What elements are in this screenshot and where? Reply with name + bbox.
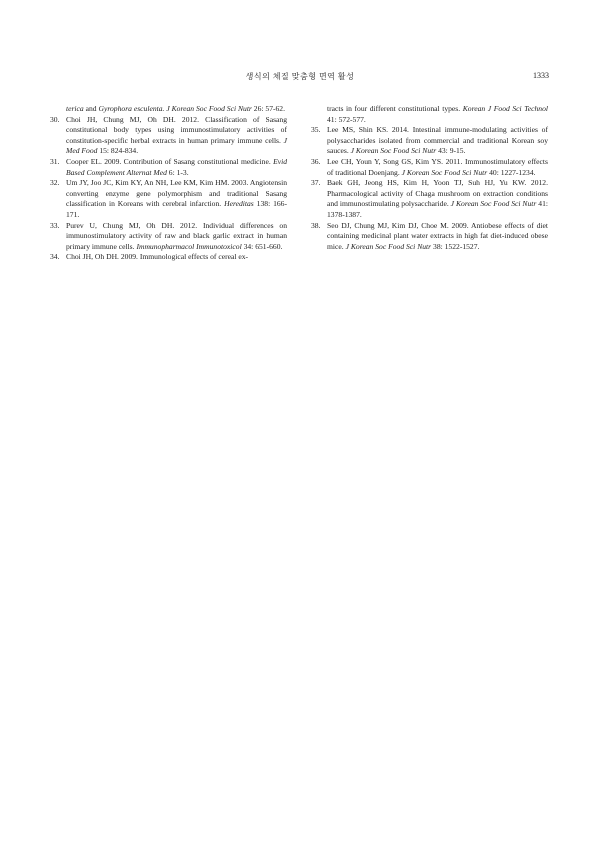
reference-item [50,252,287,263]
reference-text: Baek GH, Jeong HS, Kim H, Yoon TJ, Suh HJ, Yu KW. 2012. Pharmacological activity of Chaga mushroom on extraction conditions and immunostimulating polysaccharide. [327,178,548,209]
reference-text: Cooper EL. 2009. Contribution of Sasang constitutional medicine. [66,156,274,166]
reference-continuation [311,104,548,125]
reference-continuation [50,104,287,115]
reference-item [311,178,548,220]
reference-number: 32. [50,178,60,188]
reference-journal: Gyrophora esculenta. J Korean Soc Food Sci Nutr [98,104,252,113]
reference-item [311,125,548,157]
reference-volume-pages: 6: 1-3. [166,167,189,177]
reference-text: Lee CH, Youn Y, Song GS, Kim YS. 2011. Immunostimulatory effects of traditional Doenjang. [327,156,548,177]
reference-journal: J Korean Soc Food Sci Nutr [345,241,432,251]
reference-volume-pages: 43: 9-15. [436,146,466,156]
reference-journal: terica [66,104,84,113]
reference-volume-pages: 38: 1522-1527. [431,241,480,251]
reference-number: 31. [50,156,60,166]
reference-number: 35. [311,125,321,135]
reference-text: Um JY, Joo JC, Kim KY, An NH, Lee KM, Kim HM. 2003. Angiotensin converting enzyme gene polymorphism and traditional Sasang classification in Koreans with cerebral infarction. [66,178,287,209]
reference-number: 37. [311,178,321,188]
reference-text: tracts in four different constitutional types. [327,104,463,113]
reference-number: 38. [311,220,321,230]
reference-journal: J Korean Soc Food Sci Nutr [450,199,537,209]
reference-number: 34. [50,252,60,262]
reference-volume-pages: 40: 1227-1234. [487,167,536,177]
reference-text: and [83,104,99,113]
reference-item [311,221,548,253]
running-title: 생식의 체질 맞춤형 면역 활성 [245,72,355,81]
reference-text: Lee MS, Shin KS. 2014. Intestinal immune-modulating activities of polysaccharides isolated from commercial and traditional Korean soy sauces. [327,125,548,156]
reference-text: Purev U, Chung MJ, Oh DH. 2012. Individual differences on immunostimulatory activity of raw and black garlic extract in human primary immune cells. [66,220,287,251]
reference-volume-pages: 15: 824-834. [97,146,139,156]
reference-volume-pages: 34: 651-660. [241,241,283,251]
reference-journal: J Korean Soc Food Sci Nutr [350,146,437,156]
reference-item [50,115,287,157]
reference-journal: Korean J Food Sci Technol [462,104,548,113]
reference-text: Choi JH, Chung MJ, Oh DH. 2012. Classification of Sasang constitutional body types using immunostimulatory activities of constitution-specific herbal extracts in human primary immune cells. [66,114,287,145]
references-left-column [50,104,287,263]
reference-text: Seo DJ, Chung MJ, Kim DJ, Choe M. 2009. Antiobese effects of diet containing medicinal plant water extracts in high fat diet-induced obese mice. [327,220,548,251]
reference-number: 30. [50,114,60,124]
reference-journal: J Korean Soc Food Sci Nutr [401,167,488,177]
references-right-column [311,104,548,252]
reference-text: Choi JH, Oh DH. 2009. Immunological effects of cereal ex- [66,252,249,262]
running-head [0,71,600,83]
reference-item [50,178,287,220]
reference-journal: J Med Food [66,135,287,156]
reference-journal: Immunopharmacol Immunotoxicol [136,241,242,251]
reference-volume-pages: 26: 57-62. [251,104,286,113]
reference-item [50,157,287,178]
reference-volume-pages: 41: 1378-1387. [327,199,549,219]
reference-journal: Evid Based Complement Alternat Med [66,156,287,177]
reference-item [311,157,548,178]
reference-item [50,221,287,253]
reference-number: 33. [50,220,60,230]
reference-number: 36. [311,156,321,166]
reference-volume-pages: 41: 572-577. [327,114,366,124]
reference-volume-pages: 138: 166-171. [66,199,288,219]
reference-journal: Hereditas [224,199,254,209]
page-number: 1333 [533,71,549,80]
